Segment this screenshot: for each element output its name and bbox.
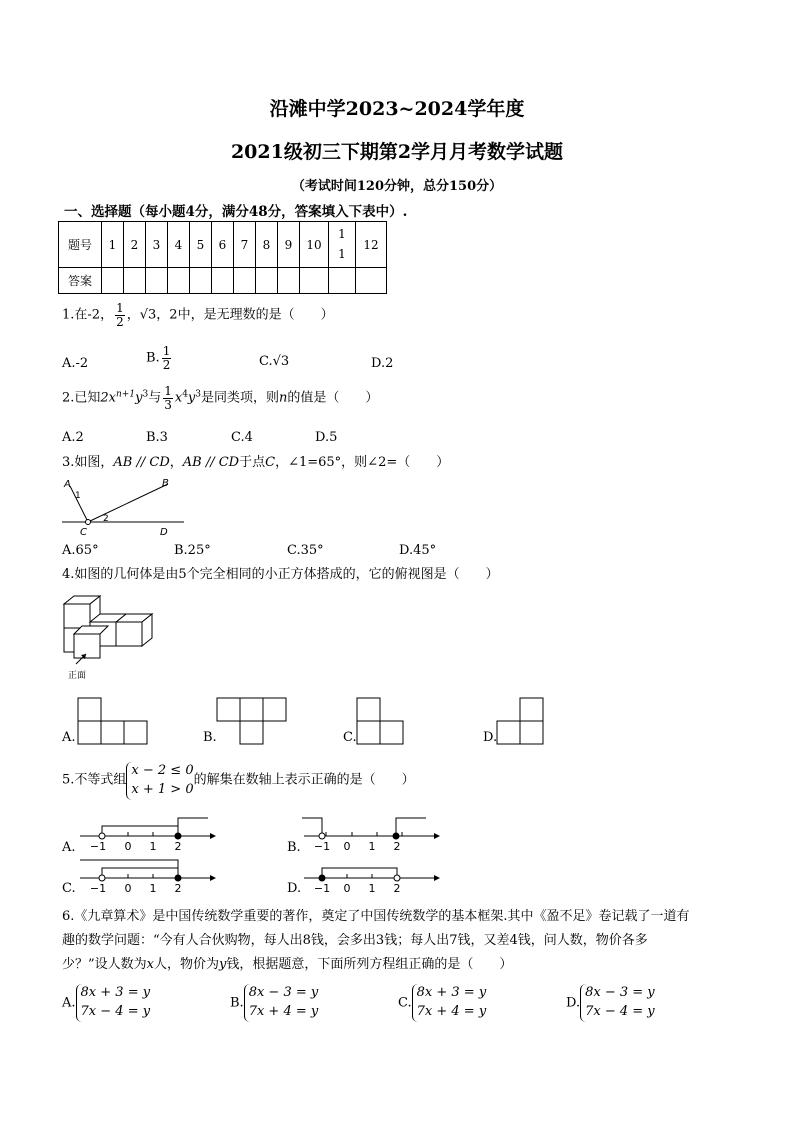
tick-label: −1 xyxy=(89,840,107,853)
q4-option-d-figure xyxy=(496,697,546,745)
table-cell: 4 xyxy=(168,222,190,268)
q2-term2-y: y xyxy=(187,390,196,406)
frac-num: 1 xyxy=(162,344,171,358)
equation-system xyxy=(580,984,655,1022)
table-cell: 1 1 xyxy=(329,222,356,268)
q2-term2-yexp: 3 xyxy=(195,389,202,400)
label-angle-2: 2 xyxy=(103,514,109,524)
q6-option-c[interactable] xyxy=(398,984,486,1022)
table-row xyxy=(59,268,387,294)
opt-label: B. xyxy=(230,995,244,1011)
q6-line3-b: 人，物价为 xyxy=(154,957,220,972)
q2-term1-exp: n+1 xyxy=(116,389,136,400)
q1-sep: ， xyxy=(126,307,140,323)
q1-b-fraction xyxy=(162,345,172,371)
exam-title: 2021级初三下期第2学月月考数学试题 xyxy=(230,141,564,163)
q4-solid-figure xyxy=(60,592,155,682)
q5-option-b-numberline xyxy=(300,814,440,856)
q6-option-b[interactable] xyxy=(230,984,318,1022)
q6-option-d[interactable] xyxy=(566,984,655,1022)
question-2 xyxy=(62,385,378,411)
answer-cell[interactable] xyxy=(190,268,212,294)
q3-figure xyxy=(58,474,188,538)
eq-2: 7x + 4 = y xyxy=(248,1003,319,1019)
opt-label: A. xyxy=(62,995,76,1011)
q2-option-d[interactable]: D.5 xyxy=(315,430,338,445)
table-cell: 10 xyxy=(300,222,329,268)
answer-cell[interactable] xyxy=(278,268,300,294)
table-cell: 12 xyxy=(356,222,387,268)
q1-option-c[interactable] xyxy=(259,354,289,369)
q2-mid: 与 xyxy=(148,390,162,406)
q1-sqrt: √3 xyxy=(139,307,157,323)
q2-suffix-a: 是同类项，则 xyxy=(201,390,280,406)
answer-cell[interactable] xyxy=(356,268,387,294)
q6-line-3 xyxy=(62,953,742,977)
tick-label: 2 xyxy=(174,840,182,853)
q2-term1-y: y xyxy=(135,390,143,406)
table-cell: 答案 xyxy=(59,268,102,294)
q3-option-c[interactable]: C.35° xyxy=(287,543,324,558)
q3-math1: AB // CD xyxy=(113,455,170,470)
q5-option-c[interactable]: C. xyxy=(62,881,76,896)
label-c: C xyxy=(80,527,87,538)
q2-suffix-b: 的值是（ ） xyxy=(287,390,379,406)
label-d: D xyxy=(160,527,168,538)
answer-table xyxy=(58,221,387,294)
label-a: A xyxy=(64,479,71,490)
question-6 xyxy=(62,905,742,977)
q5-suffix: 的解集在数轴上表示正确的是（ ） xyxy=(193,772,415,788)
q6-option-a[interactable] xyxy=(62,984,150,1022)
q5-system xyxy=(126,762,193,800)
tick-label: 2 xyxy=(393,840,401,853)
tick-label: 1 xyxy=(368,840,376,853)
eq-2: 7x + 4 = y xyxy=(416,1003,487,1019)
equation-system xyxy=(412,984,487,1022)
equation-system xyxy=(76,984,151,1022)
answer-cell[interactable] xyxy=(212,268,234,294)
table-cell: 6 xyxy=(212,222,234,268)
q6-line3-a: 少？”设人数为 xyxy=(62,957,147,972)
q6-var-x: x xyxy=(146,957,154,972)
question-4: 4.如图的几何体是由5个完全相同的小正方体搭成的，它的俯视图是（ ） xyxy=(62,567,499,582)
eq-2: 7x − 4 = y xyxy=(80,1003,151,1019)
q3-option-b[interactable]: B.25° xyxy=(174,543,211,558)
q6-var-y: y xyxy=(219,957,227,972)
q3-option-d[interactable]: D.45° xyxy=(399,543,437,558)
q1-option-d[interactable]: D.2 xyxy=(371,356,394,371)
q4-option-a[interactable]: A. xyxy=(62,730,76,745)
tick-label: −1 xyxy=(89,882,107,895)
exam-info: （考试时间120分钟，总分150分） xyxy=(291,179,503,194)
question-3 xyxy=(62,455,449,472)
point-c-marker xyxy=(86,520,91,525)
q1-option-a[interactable]: A.-2 xyxy=(62,356,89,371)
frac-den: 2 xyxy=(162,357,171,372)
tick-label: −1 xyxy=(313,840,331,853)
q1-fraction xyxy=(115,302,125,328)
q5-option-a-numberline xyxy=(76,814,216,856)
table-cell: 1 xyxy=(102,222,124,268)
q2-fraction xyxy=(163,385,173,411)
q4-option-b-figure xyxy=(216,697,288,745)
q6-line-2: 趣的数学问题：“今有人合伙购物，每人出8钱，会多出3钱；每人出7钱，又差4钱，问人数，物价各多 xyxy=(62,933,648,948)
q3-math2: AB // CD xyxy=(182,455,240,470)
line-cb xyxy=(88,484,168,522)
tick-label: 0 xyxy=(343,882,351,895)
q2-option-c[interactable]: C.4 xyxy=(231,430,253,445)
answer-cell[interactable] xyxy=(124,268,146,294)
equation-system xyxy=(244,984,319,1022)
tick-label: 2 xyxy=(393,882,401,895)
q2-term1-yexp: 3 xyxy=(142,389,149,400)
tick-label: 2 xyxy=(174,882,182,895)
frac-num: 1 xyxy=(164,384,172,398)
q6-line-1: 6.《九章算术》是中国传统数学重要的著作，奠定了中国传统数学的基本框架.其中《盈不足》卷记载了一道有 xyxy=(62,909,690,924)
opt-label: C. xyxy=(259,354,273,369)
q3-text-d: ，∠1=65°，则∠2=（ ） xyxy=(275,455,450,470)
q2-var: n xyxy=(279,390,288,406)
answer-cell[interactable] xyxy=(300,268,329,294)
tick-label: 1 xyxy=(149,882,157,895)
q5-prefix: 5.不等式组 xyxy=(62,772,127,788)
q1-prefix: 1.在-2， xyxy=(62,307,114,323)
q4-option-b[interactable]: B. xyxy=(203,730,217,745)
answer-cell[interactable] xyxy=(102,268,124,294)
answer-cell[interactable] xyxy=(168,268,190,294)
q4-option-c[interactable]: C. xyxy=(343,730,357,745)
eq-1: 8x + 3 = y xyxy=(80,985,151,1000)
table-row xyxy=(59,222,387,268)
q2-term2-exp: 4 xyxy=(182,389,188,400)
ineq-2: x + 1 > 0 xyxy=(131,781,194,797)
q4-option-c-figure xyxy=(356,697,406,745)
eq-1: 8x − 3 = y xyxy=(585,985,655,1000)
exam-school-title: 沿滩中学2023~2024学年度 xyxy=(269,98,525,120)
q1-suffix: ，2中，是无理数的是（ ） xyxy=(156,307,334,323)
question-1 xyxy=(62,302,334,328)
q2-option-a[interactable]: A.2 xyxy=(62,430,84,445)
q4-option-a-figure xyxy=(77,697,149,745)
table-cell: 2 xyxy=(124,222,146,268)
opt-label: C. xyxy=(398,995,412,1011)
q3-text-b: ， xyxy=(169,455,183,470)
table-cell: 8 xyxy=(256,222,278,268)
table-cell: 9 xyxy=(278,222,300,268)
ineq-1: x − 2 ≤ 0 xyxy=(131,763,194,778)
tick-label: 1 xyxy=(149,840,157,853)
q3-option-a[interactable]: A.65° xyxy=(62,543,99,558)
q1-option-b[interactable] xyxy=(146,345,173,371)
q3-text-a: 3.如图， xyxy=(62,455,114,470)
answer-cell[interactable] xyxy=(146,268,168,294)
question-5 xyxy=(62,762,415,800)
q5-option-c-numberline xyxy=(76,856,216,898)
table-cell: 3 xyxy=(146,222,168,268)
q2-option-b[interactable]: B.3 xyxy=(146,430,168,445)
table-cell: 5 xyxy=(190,222,212,268)
q4-option-d[interactable]: D. xyxy=(483,730,498,745)
label-b: B xyxy=(162,478,169,489)
q2-term2: x xyxy=(174,390,183,406)
tick-label: 0 xyxy=(343,840,351,853)
q5-option-d[interactable]: D. xyxy=(287,881,302,896)
frac-den: 2 xyxy=(116,314,124,329)
opt-label: B. xyxy=(146,350,160,366)
opt-sqrt: √3 xyxy=(272,354,290,369)
q5-option-d-numberline xyxy=(300,856,440,898)
label-angle-1: 1 xyxy=(75,491,81,501)
front-label: 正面 xyxy=(68,671,87,681)
eq-1: 8x − 3 = y xyxy=(248,985,319,1000)
eq-1: 8x + 3 = y xyxy=(416,985,487,1000)
tick-label: 1 xyxy=(368,882,376,895)
q2-prefix: 2.已知 xyxy=(62,390,101,406)
q5-option-a[interactable]: A. xyxy=(62,840,76,855)
q3-point: C xyxy=(265,455,276,470)
answer-cell[interactable] xyxy=(256,268,278,294)
q2-term1: 2x xyxy=(100,390,117,406)
q3-text-c: 于点 xyxy=(239,455,266,470)
frac-den: 3 xyxy=(164,397,172,412)
answer-cell[interactable] xyxy=(329,268,356,294)
table-cell: 题号 xyxy=(59,222,102,268)
answer-cell[interactable] xyxy=(234,268,256,294)
tick-label: −1 xyxy=(313,882,331,895)
tick-label: 0 xyxy=(124,882,132,895)
table-cell: 7 xyxy=(234,222,256,268)
q6-line3-c: 钱，根据题意，下面所列方程组正确的是（ ） xyxy=(226,957,513,972)
q5-option-b[interactable]: B. xyxy=(287,840,301,855)
section-heading: 一、选择题（每小题4分，满分48分，答案填入下表中）. xyxy=(64,204,408,220)
eq-2: 7x − 4 = y xyxy=(585,1003,655,1019)
opt-label: D. xyxy=(566,995,581,1011)
tick-label: 0 xyxy=(124,840,132,853)
frac-num: 1 xyxy=(116,301,124,315)
